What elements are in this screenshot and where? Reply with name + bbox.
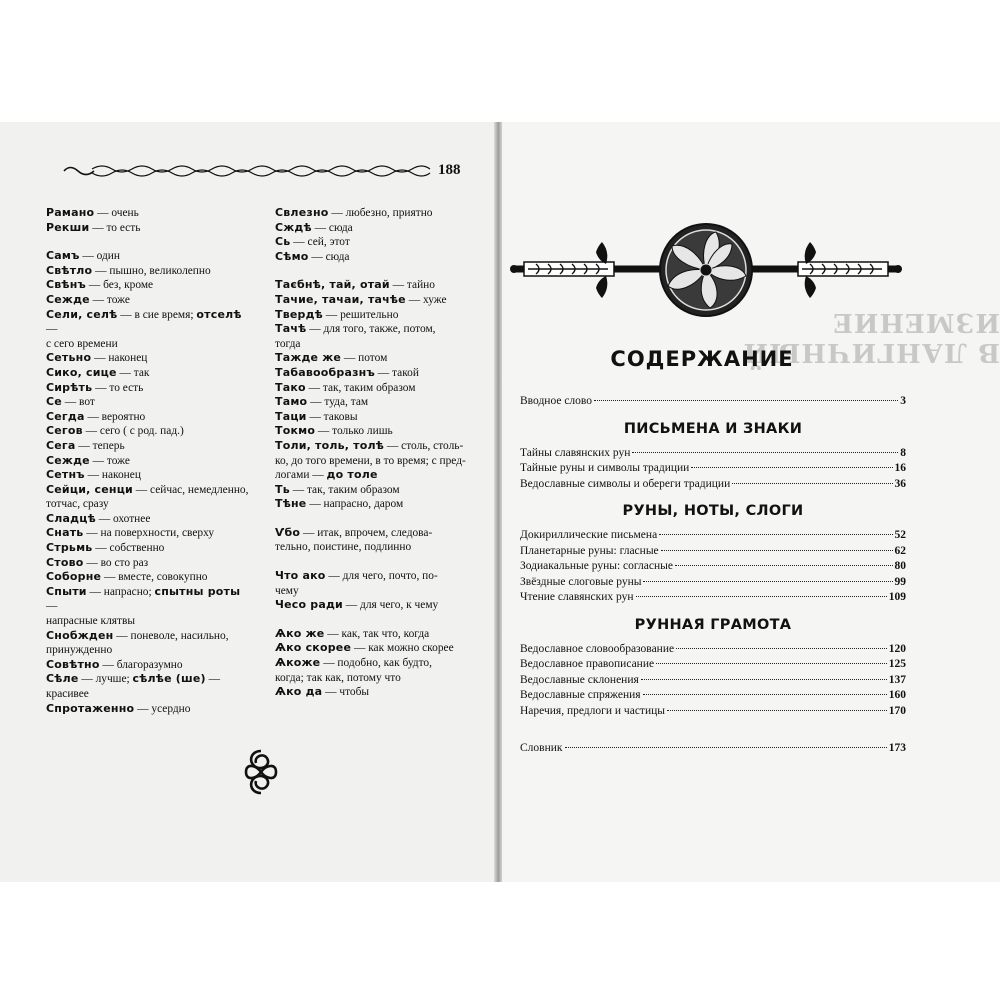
glossary-term: Совѣтно [46,657,100,671]
glossary-entry [275,656,480,671]
glossary-term: Сели, селѣ [46,307,118,321]
glossary-entry [46,497,251,512]
glossary-definition: когда; так как, потому что [275,671,401,684]
glossary-entry [46,687,251,702]
glossary-term: Ть [275,482,290,496]
glossary-term: Тачие, тачаи, тачѣе [275,292,406,306]
glossary-definition: — столь, столь- [384,439,464,452]
glossary-entry [46,541,251,556]
glossary-definition: ко, до того времени, в то время; с пред- [275,454,466,467]
glossary-entry [46,658,251,673]
glossary-term: Свлезно [275,206,329,219]
glossary-entry [46,278,251,293]
glossary-term: Самъ [46,249,80,263]
glossary-definition: — вероятно [84,410,146,423]
glossary-term: Свѣтло [46,263,93,277]
glossary-entry [275,366,480,381]
glossary-definition: — наконец [84,469,141,482]
glossary-definition: — итак, впрочем, следова- [300,526,433,539]
toc-entry[interactable] [520,643,906,659]
glossary-definition: — таковы [306,410,358,423]
glossary-term: Сь [275,235,291,249]
glossary-definition: — для чего, почто, по- [325,570,438,583]
glossary-term: Твердѣ [275,307,323,321]
glossary-entry [46,702,251,717]
toc-dot-leader [643,581,892,582]
glossary-definition: — один [79,250,121,263]
toc-spacer [520,720,906,742]
glossary-entry [46,614,251,629]
glossary-term: Токмо [275,424,316,438]
glossary-definition: — без, кроме [86,279,154,292]
toc-page-number: 3 [900,395,906,407]
glossary-term: Тачѣ [275,322,307,336]
toc-entry-label: Ведославное правописание [520,658,655,670]
glossary-term: Сетнъ [46,468,85,482]
glossary-entry [46,395,251,410]
toc-section-heading: ПИСЬМЕНА И ЗНАКИ [623,420,803,437]
toc-entry-label: Наречия, предлоги и частицы [520,704,665,717]
toc-title: СОДЕРЖАНИЕ [610,347,794,371]
glossary-entry [275,293,480,308]
glossary-term: Чесо ради [275,598,343,612]
toc-page-number: 99 [894,575,906,588]
glossary-entry [275,308,480,323]
glossary-entry [46,672,251,687]
glossary-entry [275,526,480,541]
glossary-entry [275,410,480,425]
page-number: 188 [438,162,461,178]
glossary-term: Стрьмь [46,541,93,555]
toc-dot-leader [661,550,893,551]
toc-page-number: 16 [894,462,906,474]
glossary-column-1 [46,206,251,716]
toc-page-number: 137 [888,673,906,686]
glossary-term: Что ако [275,569,326,583]
glossary-entry [275,206,480,221]
book-spread [0,122,1000,882]
toc-entry-label: Словник [520,742,563,754]
glossary-definition: — для чего, к чему [342,599,439,612]
glossary-definition: — [205,673,221,686]
glossary-definition: — сюда [308,250,350,263]
glossary-term: Се [46,395,62,409]
glossary-definition: — сюда [311,221,353,234]
toc-dot-leader [676,648,887,649]
glossary-definition: — то есть [89,221,141,234]
glossary-entry [275,540,480,555]
glossary-definition: — так, таким образом [289,483,400,496]
glossary-definition: тотчас, сразу [46,498,109,511]
glossary-column-2 [275,206,480,700]
header-ornament-rule [62,162,432,180]
toc-entry[interactable] [520,462,906,478]
toc-dot-leader [732,483,892,484]
glossary-term: Сегов [46,424,83,438]
glossary-definition: — только лишь [315,425,393,438]
glossary-entry [275,569,480,584]
glossary-term: Сладцѣ [46,511,96,525]
glossary-entry [275,627,480,642]
glossary-definition: с сего времени [46,337,118,350]
glossary-term: Тажде же [275,351,342,365]
glossary-definition: — любезно, приятно [328,207,433,219]
glossary-definition: напрасные клятвы [46,615,136,628]
glossary-term: Рекши [46,220,90,234]
glossary-definition: тельно, поистине, подлинно [275,541,412,554]
glossary-definition: — очень [94,207,139,219]
glossary-definition: тогда [275,337,301,350]
glossary-definition: — теперь [75,439,125,452]
glossary-definition: — напрасно, даром [306,498,404,511]
glossary-definition: принужденно [46,644,113,657]
glossary-definition: — тоже [89,293,130,306]
glossary-definition: — так [116,366,150,379]
glossary-entry [275,221,480,236]
table-of-contents [520,395,906,758]
glossary-definition: — сей, этот [290,236,350,249]
right-page [502,122,1000,882]
toc-entry[interactable] [520,674,906,690]
glossary-term: Таєбнѣ, тай, отай [275,278,390,292]
glossary-term: Сирѣть [46,380,93,394]
toc-dot-leader [656,663,887,664]
glossary-entry [46,366,251,381]
toc-entry[interactable] [520,545,906,561]
glossary-definition: — тайно [389,279,435,292]
glossary-term: спытны роты [154,584,241,598]
glossary-term: Снобжден [46,628,114,642]
glossary-definition: — так, таким образом [305,381,416,394]
toc-entry[interactable] [520,576,906,592]
glossary-definition: — тоже [89,454,130,467]
toc-entry-label: Ведославное словообразование [520,642,675,655]
glossary-term: Снать [46,526,84,540]
glossary-term: Тѣне [275,497,307,511]
glossary-definition: — хуже [405,293,447,306]
glossary-definition: — чтобы [322,686,370,699]
toc-page-number: 120 [888,642,906,655]
glossary-term: Ѧко да [275,685,323,699]
glossary-term: Ѧко скорее [275,641,352,655]
toc-entry-label: Тайны славянских рун [520,446,631,459]
glossary-definition: — во сто раз [83,556,149,569]
entry-gap [275,555,480,569]
toc-entry[interactable] [520,560,906,576]
glossary-entry [275,671,480,686]
glossary-definition: — вместе, совокупно [101,571,208,584]
entry-gap [46,235,251,249]
glossary-entry [46,381,251,396]
glossary-term: Тако [275,380,306,394]
glossary-term: Спротаженно [46,701,135,715]
glossary-term: Сико, сице [46,365,117,379]
entry-gap [275,512,480,526]
toc-dot-leader [659,534,892,535]
glossary-entry [275,278,480,293]
glossary-entry [275,584,480,599]
toc-entry[interactable] [520,447,906,463]
glossary-entry [275,250,480,265]
glossary-entry [46,351,251,366]
glossary-definition: — такой [374,366,419,379]
glossary-definition: — как, так что, когда [324,627,430,640]
glossary-definition: — на поверхности, сверху [83,527,215,540]
glossary-definition: — решительно [322,308,399,321]
glossary-entry [275,381,480,396]
glossary-entry [275,497,480,512]
glossary-entry [46,206,251,221]
glossary-entry [275,424,480,439]
toc-page-number: 160 [888,689,906,701]
toc-page-number: 80 [894,560,906,572]
toc-page-number: 62 [894,544,906,557]
entry-gap [275,613,480,627]
glossary-term: Рамано [46,206,95,219]
toc-entry-label: Докириллические письмена [520,529,658,541]
glossary-definition: — собственно [92,542,165,555]
glossary-entry [46,526,251,541]
glossary-definition: — туда, там [307,396,369,409]
glossary-definition: — пышно, великолепно [92,264,211,277]
glossary-definition: — лучше; [78,673,133,686]
glossary-entry [46,468,251,483]
glossary-term: Сейци, сенци [46,482,133,496]
glossary-definition: — в сие время; [117,308,197,321]
glossary-entry [275,483,480,498]
toc-dot-leader [643,694,887,695]
glossary-term: Сежде [46,292,90,306]
glossary-entry [46,337,251,352]
glossary-term: отселѣ [196,307,242,321]
glossary-entry [275,641,480,656]
glossary-entry [275,685,480,700]
show-through-text: В ЛАНГИЧНЫЙ ИЗМЕНИЕ [742,307,1000,367]
glossary-entry [46,308,251,337]
glossary-term: Ѧко же [275,626,325,640]
glossary-definition: — благоразумно [99,658,183,671]
glossary-entry [46,454,251,469]
toc-page-number: 173 [888,742,906,754]
glossary-term: Ѵбо [275,525,301,539]
glossary-term: Соборне [46,570,102,584]
glossary-term: Ѧкоже [275,656,321,670]
toc-dot-leader [565,747,887,748]
glossary-definition: — наконец [91,352,148,365]
glossary-term: Сѣмо [275,249,309,263]
glossary-definition: логами — [275,469,327,482]
glossary-entry [46,264,251,279]
glossary-definition: чему [275,584,299,597]
glossary-entry [275,439,480,454]
glossary-definition: — то есть [92,381,144,394]
glossary-term: Сѣле [46,672,79,686]
toc-page-number: 109 [888,591,906,603]
toc-dot-leader [667,710,887,711]
glossary-entry [46,629,251,644]
toc-entry-label: Ведославные символы и обереги традиции [520,477,731,490]
toc-section-heading: РУНЫ, НОТЫ, СЛОГИ [622,503,804,519]
glossary-entry [46,293,251,308]
glossary-definition: — [46,323,58,336]
toc-page-number: 52 [894,529,906,541]
toc-page-number: 125 [888,658,906,670]
toc-entry-label: Тайные руны и символы традиции [520,462,690,474]
entry-gap [275,264,480,278]
glossary-entry [275,351,480,366]
toc-entry-label: Вводное слово [520,395,593,407]
glossary-entry [275,322,480,337]
glossary-entry [275,468,480,483]
glossary-entry [46,249,251,264]
glossary-definition: — поневоле, насильно, [113,629,229,642]
left-page [0,122,497,882]
glossary-definition: — как можно скорее [351,642,454,655]
glossary-term: Свѣнъ [46,278,86,292]
glossary-term: сѣлѣе (ше) [132,672,206,686]
glossary-definition: — напрасно; [86,585,155,598]
glossary-entry [46,570,251,585]
glossary-entry [46,410,251,425]
glossary-entry [46,585,251,614]
toc-entry-label: Ведославные спряжения [520,689,641,701]
toc-dot-leader [632,452,898,453]
glossary-term: Сега [46,438,76,452]
toc-entry[interactable] [520,591,906,607]
glossary-term: Сегда [46,409,85,423]
knot-ornament-icon [242,747,280,797]
glossary-definition: — [46,600,58,613]
glossary-entry [275,337,480,352]
glossary-definition: красивее [46,688,89,700]
glossary-term: Стово [46,555,84,569]
toc-entry-label: Зодиакальные руны: согласные [520,560,673,572]
glossary-definition: — сейчас, немедленно, [132,483,249,496]
toc-entry[interactable] [520,395,906,411]
glossary-entry [46,221,251,236]
glossary-entry [46,424,251,439]
toc-dot-leader [675,565,893,566]
glossary-entry [46,439,251,454]
toc-entry[interactable] [520,705,906,721]
toc-entry[interactable] [520,478,906,494]
toc-dot-leader [641,679,887,680]
toc-page-number: 8 [900,446,906,459]
glossary-entry [46,483,251,498]
toc-entry[interactable] [520,742,906,758]
toc-dot-leader [691,467,892,468]
glossary-term: Толи, толь, толѣ [275,438,385,452]
toc-entry-label: Чтение славянских рун [520,591,634,603]
glossary-entry [275,598,480,613]
toc-entry[interactable] [520,689,906,705]
glossary-term: Сежде [46,453,90,467]
glossary-entry [275,395,480,410]
glossary-definition: — усердно [134,702,191,715]
glossary-definition: — для того, также, потом, [306,323,436,336]
glossary-term: Спыти [46,584,87,598]
glossary-entry [46,643,251,658]
glossary-entry [275,454,480,469]
glossary-definition: — охотнее [95,512,151,525]
glossary-entry [46,512,251,527]
toc-page-number: 36 [894,477,906,490]
glossary-term: Табавообразнъ [275,365,375,379]
glossary-definition: — вот [61,396,95,409]
glossary-term: Тамо [275,395,308,409]
glossary-term: Сетьно [46,351,92,365]
glossary-term: Таци [275,409,307,423]
glossary-term: до толе [326,468,378,482]
toc-entry[interactable] [520,658,906,674]
glossary-definition: — потом [341,352,388,365]
toc-dot-leader [594,400,898,401]
toc-section-heading: РУННАЯ ГРАМОТА [634,616,792,633]
glossary-entry [275,235,480,250]
toc-page-number: 170 [888,704,906,717]
glossary-definition: — сего ( с род. пад.) [82,425,184,438]
glossary-entry [46,556,251,571]
toc-entry-label: Ведославные склонения [520,673,639,686]
glossary-definition: — подобно, как будто, [320,657,432,670]
toc-entry-label: Планетарные руны: гласные [520,544,659,557]
toc-dot-leader [636,596,887,597]
glossary-term: Сждѣ [275,220,312,234]
toc-entry-label: Звёздные слоговые руны [520,575,642,588]
toc-entry[interactable] [520,529,906,545]
